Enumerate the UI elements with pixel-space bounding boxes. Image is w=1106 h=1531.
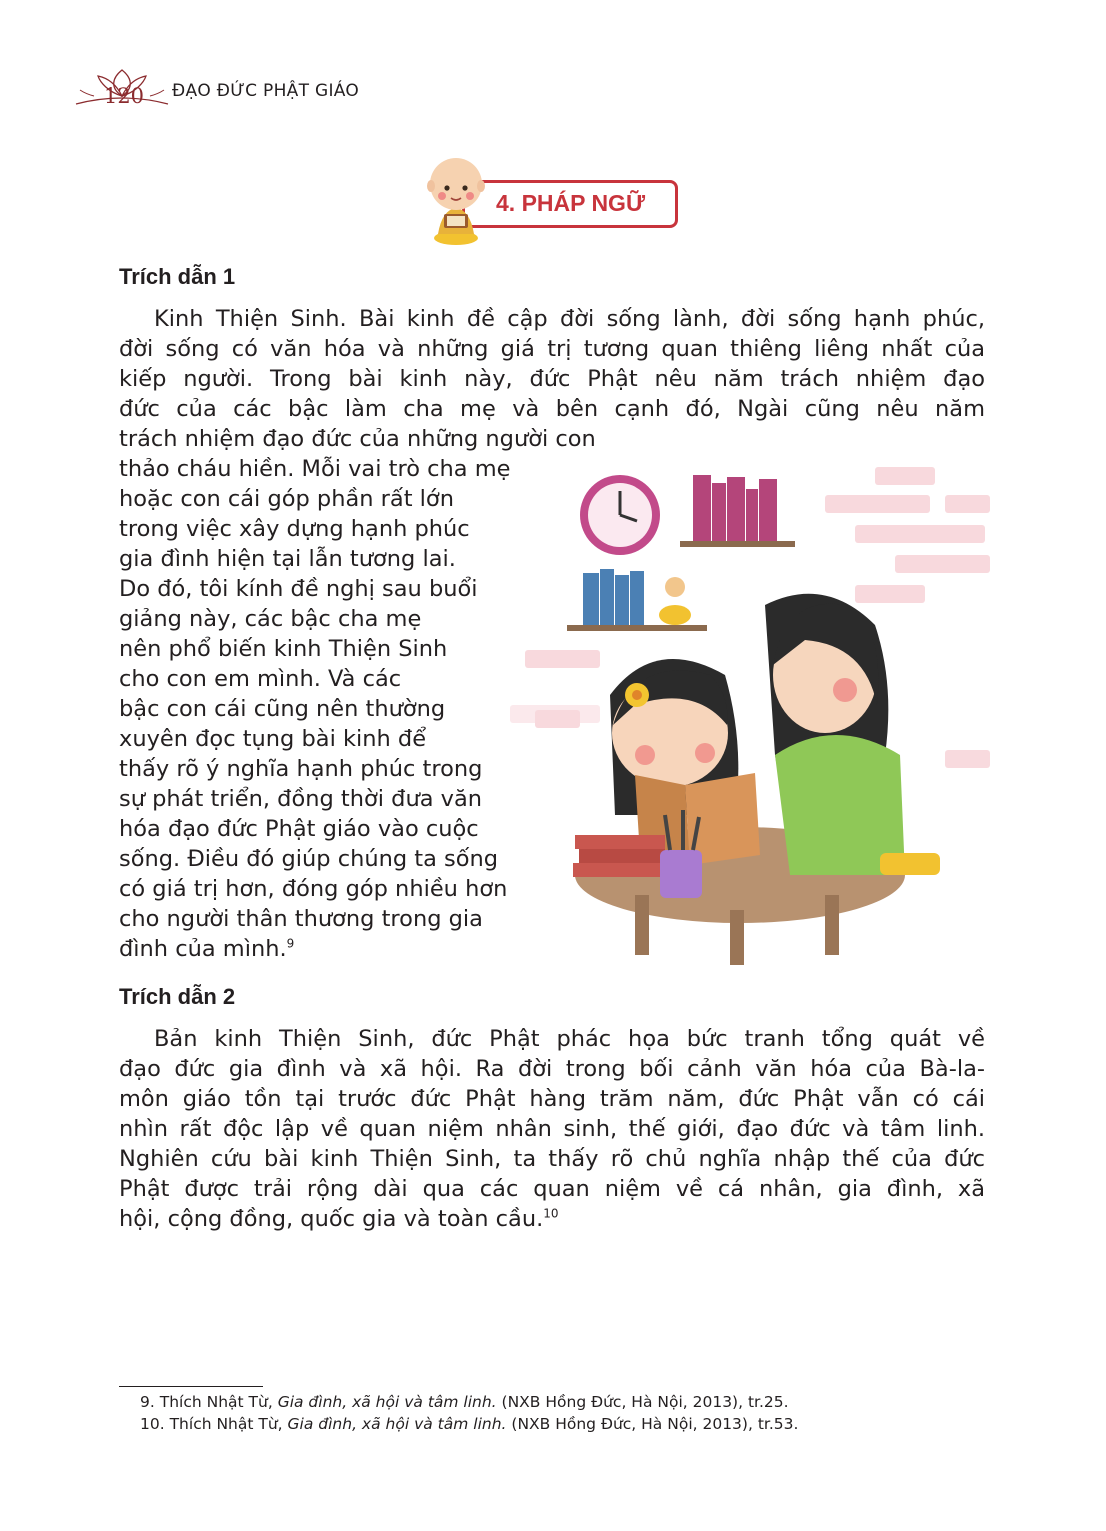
footnote-author: Thích Nhật Từ, xyxy=(159,1393,278,1411)
quote-1-line: Do đó, tôi kính đề nghị sau buổi xyxy=(119,576,478,602)
footnote-work: Gia đình, xã hội và tâm linh. xyxy=(277,1393,497,1411)
quote-1-line: giảng này, các bậc cha mẹ xyxy=(119,606,422,632)
quote-1-line: trong việc xây dựng hạnh phúc xyxy=(119,516,470,542)
quote-1-line xyxy=(119,934,294,964)
quote-2-line: Phật được trải rộng dài qua các quan niệm về cá nhân, gia đình, xã xyxy=(119,1176,985,1202)
page-number: 120 xyxy=(103,84,145,108)
footnote-work: Gia đình, xã hội và tâm linh. xyxy=(287,1415,507,1433)
little-monk-icon xyxy=(422,152,492,246)
footnote-number: 10. xyxy=(140,1415,165,1433)
quote-1-line: gia đình hiện tại lẫn tương lai. xyxy=(119,546,456,572)
quote-2-line: đạo đức gia đình và xã hội. Ra đời trong bối cảnh văn hóa của Bà-la- xyxy=(119,1056,985,1082)
quote-1-heading: Trích dẫn 1 xyxy=(119,264,236,289)
quote-1-line: Kinh Thiện Sinh. Bài kinh đề cập đời sống lành, đời sống hạnh phúc, xyxy=(154,306,985,332)
quote-1-line: cho người thân thương trong gia xyxy=(119,906,483,932)
footnote-details: (NXB Hồng Đức, Hà Nội, 2013), tr.53. xyxy=(506,1415,799,1433)
quote-1-line: xuyên đọc tụng bài kinh để xyxy=(119,726,427,752)
footnote-number: 9. xyxy=(140,1393,155,1411)
quote-2-line: nhìn rất độc lập về quan niệm nhân sinh, thế giới, đạo đức và tâm linh. xyxy=(119,1116,985,1142)
quote-1-line: nên phổ biến kinh Thiện Sinh xyxy=(119,636,448,662)
running-header xyxy=(72,66,372,116)
footnote-10 xyxy=(140,1414,798,1434)
section-title: 4. PHÁP NGỮ xyxy=(496,190,646,216)
quote-1-line: kiếp người. Trong bài kinh này, đức Phật nêu năm trách nhiệm đạo xyxy=(119,366,985,392)
section-badge xyxy=(422,152,682,246)
quote-1-last-text: đình của mình. xyxy=(119,936,287,962)
footnote-ref-10[interactable]: 10 xyxy=(543,1206,559,1221)
quote-1-line: thấy rõ ý nghĩa hạnh phúc trong xyxy=(119,756,483,782)
footnote-9 xyxy=(140,1392,789,1412)
quote-1-line: đời sống có văn hóa và những giá trị tương quan thiêng liêng nhất của xyxy=(119,336,985,362)
running-title: ĐẠO ĐỨC PHẬT GIÁO xyxy=(172,81,360,101)
quote-1-line: đức của các bậc làm cha mẹ và bên cạnh đó, Ngài cũng nêu năm xyxy=(119,396,985,422)
quote-2-line: môn giáo tồn tại trước đức Phật hàng trăm năm, đức Phật vẫn có cái xyxy=(119,1086,985,1112)
quote-1-line: hóa đạo đức Phật giáo vào cuộc xyxy=(119,816,479,842)
quote-1-line: sự phát triển, đồng thời đưa văn xyxy=(119,786,483,812)
footnote-divider xyxy=(119,1386,263,1387)
footnote-author: Thích Nhật Từ, xyxy=(169,1415,288,1433)
quote-1-line: thảo cháu hiền. Mỗi vai trò cha mẹ xyxy=(119,456,511,482)
quote-2-last-text: hội, cộng đồng, quốc gia và toàn cầu. xyxy=(119,1206,544,1232)
footnote-details: (NXB Hồng Đức, Hà Nội, 2013), tr.25. xyxy=(496,1393,789,1411)
quote-2-line xyxy=(119,1204,559,1234)
quote-2-heading: Trích dẫn 2 xyxy=(119,984,236,1009)
quote-2-line: Nghiên cứu bài kinh Thiện Sinh, ta thấy rõ chủ nghĩa nhập thế của đức xyxy=(119,1146,985,1172)
quote-1-line: cho con em mình. Và các xyxy=(119,666,402,692)
quote-1-line: hoặc con cái góp phần rất lớn xyxy=(119,486,454,512)
quote-1-line: trách nhiệm đạo đức của những người con xyxy=(119,426,596,452)
quote-2-line: Bản kinh Thiện Sinh, đức Phật phác họa bức tranh tổng quát về xyxy=(154,1026,985,1052)
mother-daughter-reading-illustration xyxy=(505,455,995,975)
quote-1-line: bậc con cái cũng nên thường xyxy=(119,696,446,722)
quote-1-line: sống. Điều đó giúp chúng ta sống xyxy=(119,846,499,872)
footnote-ref-9[interactable]: 9 xyxy=(286,936,295,951)
quote-1-line: có giá trị hơn, đóng góp nhiều hơn xyxy=(119,876,508,902)
